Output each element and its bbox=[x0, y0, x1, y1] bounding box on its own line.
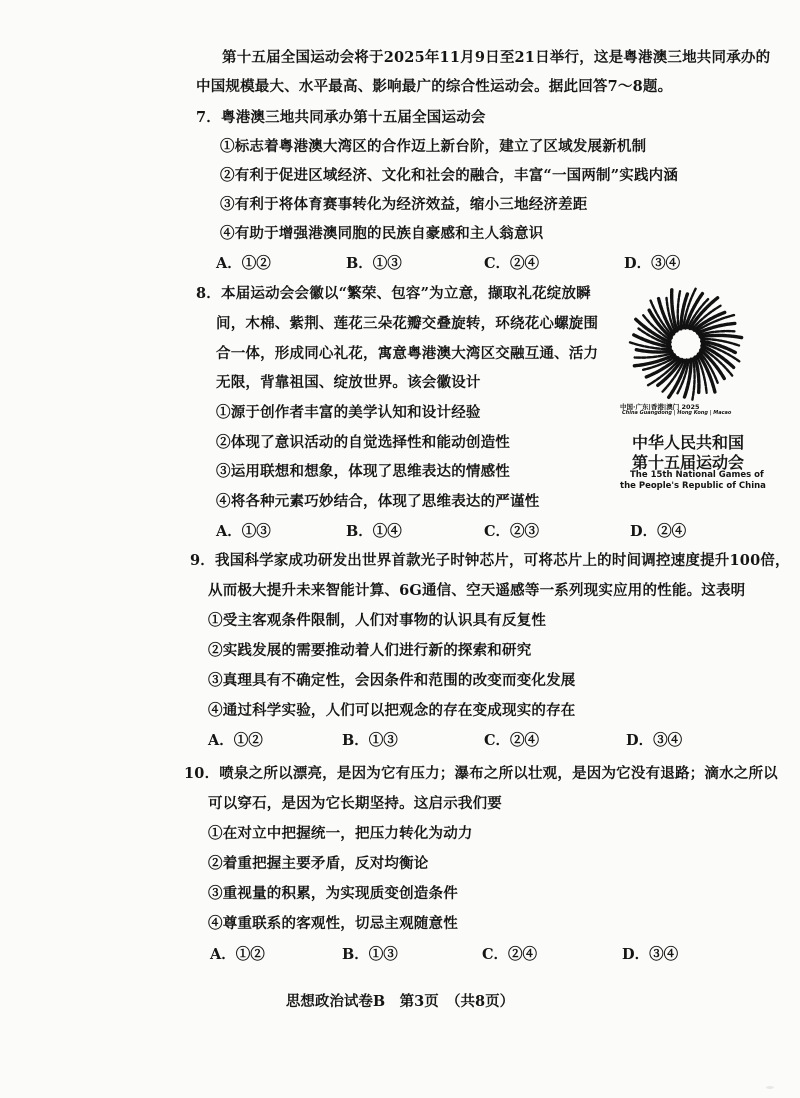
q7-item-3: ③有利于将体育赛事转化为经济效益，缩小三地经济差距 bbox=[220, 196, 588, 213]
q9-option-c[interactable]: C．②④ bbox=[484, 732, 540, 749]
q10-item-2: ②着重把握主要矛盾，反对均衡论 bbox=[208, 855, 429, 872]
q10-stem-2: 可以穿石，是因为它长期坚持。这启示我们要 bbox=[208, 795, 502, 812]
emblem-title-line-1: 中华人民共和国 bbox=[632, 433, 745, 452]
emblem-petal bbox=[700, 335, 741, 337]
intro-line-2: 中国规模最大、水平最高、影响最广的综合性运动会。据此回答7～8题。 bbox=[196, 78, 673, 95]
q7-stem: 7．粤港澳三地共同承办第十五届全国运动会 bbox=[196, 109, 486, 126]
q10-item-3: ③重视量的积累，为实现质变创造条件 bbox=[208, 885, 458, 902]
q7-option-c[interactable]: C．②④ bbox=[484, 255, 540, 272]
emblem-flower-icon bbox=[618, 282, 768, 412]
q8-item-1: ①源于创作者丰富的美学认知和设计经验 bbox=[216, 404, 481, 421]
q9-item-3: ③真理具有不确定性，会因条件和范围的改变而变化发展 bbox=[208, 672, 576, 689]
q9-option-d[interactable]: D．③④ bbox=[626, 732, 683, 749]
q9-item-4: ④通过科学实验，人们可以把观念的存在变成现实的存在 bbox=[208, 702, 576, 719]
q7-option-d[interactable]: D．③④ bbox=[624, 255, 681, 272]
q7-item-1: ①标志着粤港澳大湾区的合作迈上新台阶，建立了区域发展新机制 bbox=[220, 138, 647, 155]
q9-option-b[interactable]: B．①③ bbox=[342, 732, 398, 749]
q9-item-1: ①受主客观条件限制，人们对事物的认识具有反复性 bbox=[208, 612, 547, 629]
q10-item-1: ①在对立中把握统一，把压力转化为动力 bbox=[208, 825, 473, 842]
q10-item-4: ④尊重联系的客观性，切忌主观随意性 bbox=[208, 915, 458, 932]
emblem-en-line-2: the People's Republic of China bbox=[620, 481, 766, 491]
q9-stem-1: 9．我国科学家成功研发出世界首款光子时钟芯片，可将芯片上的时间调控速度提升100倍， bbox=[190, 552, 790, 569]
scan-mark bbox=[766, 1086, 774, 1089]
q8-stem-1: 8．本届运动会会徽以“繁荣、包容”为立意，撷取礼花绽放瞬 bbox=[196, 285, 591, 302]
q10-option-a[interactable]: A．①② bbox=[210, 946, 265, 963]
q8-stem-2: 间，木棉、紫荆、莲花三朵花瓣交叠旋转，环绕花心螺旋围 bbox=[216, 315, 599, 332]
emblem-title-line-2: 第十五届运动会 bbox=[632, 453, 745, 472]
intro-line-1: 第十五届全国运动会将于2025年11月9日至21日举行，这是粤港澳三地共同承办的 bbox=[222, 49, 771, 66]
emblem-small-caption: 中国·广东|香港|澳门 2025 bbox=[620, 403, 700, 411]
q9-item-2: ②实践发展的需要推动着人们进行新的探索和研究 bbox=[208, 642, 532, 659]
q7-item-4: ④有助于增强港澳同胞的民族自豪感和主人翁意识 bbox=[220, 225, 544, 242]
q7-option-b[interactable]: B．①③ bbox=[346, 255, 402, 272]
q10-option-b[interactable]: B．①③ bbox=[342, 946, 398, 963]
q8-item-4: ④将各种元素巧妙结合，体现了思维表达的严谨性 bbox=[216, 493, 540, 510]
q10-option-d[interactable]: D．③④ bbox=[622, 946, 679, 963]
emblem-small-caption-en: China Guangdong | Hong Kong | Macao bbox=[622, 410, 732, 416]
q8-item-3: ③运用联想和想象，体现了思维表达的情感性 bbox=[216, 463, 510, 480]
games-emblem bbox=[618, 282, 768, 492]
q8-item-2: ②体现了意识活动的自觉选择性和能动创造性 bbox=[216, 434, 510, 451]
q8-option-d[interactable]: D．②④ bbox=[630, 523, 687, 540]
q10-stem-1: 10．喷泉之所以漂亮，是因为它有压力；瀑布之所以壮观，是因为它没有退路；滴水之所以 bbox=[184, 765, 778, 782]
q10-option-c[interactable]: C．②④ bbox=[482, 946, 538, 963]
q7-item-2: ②有利于促进区域经济、文化和社会的融合，丰富“一国两制”实践内涵 bbox=[220, 167, 679, 184]
q8-stem-4: 无限，背靠祖国、绽放世界。该会徽设计 bbox=[216, 374, 481, 391]
q8-option-b[interactable]: B．①④ bbox=[346, 523, 402, 540]
q9-option-a[interactable]: A．①② bbox=[208, 732, 263, 749]
emblem-petal bbox=[692, 358, 694, 399]
emblem-en-line-1: The 15th National Games of bbox=[630, 470, 764, 480]
q8-stem-3: 合一体，形成同心礼花，寓意粤港澳大湾区交融互通、活力 bbox=[216, 345, 599, 362]
q7-option-a[interactable]: A．①② bbox=[216, 255, 271, 272]
q8-option-c[interactable]: C．②③ bbox=[484, 523, 540, 540]
page-footer: 思想政治试卷B 第3页 （共8页） bbox=[285, 993, 515, 1010]
q9-stem-2: 从而极大提升未来智能计算、6G通信、空天遥感等一系列现实应用的性能。这表明 bbox=[208, 582, 746, 599]
q8-option-a[interactable]: A．①③ bbox=[216, 523, 271, 540]
